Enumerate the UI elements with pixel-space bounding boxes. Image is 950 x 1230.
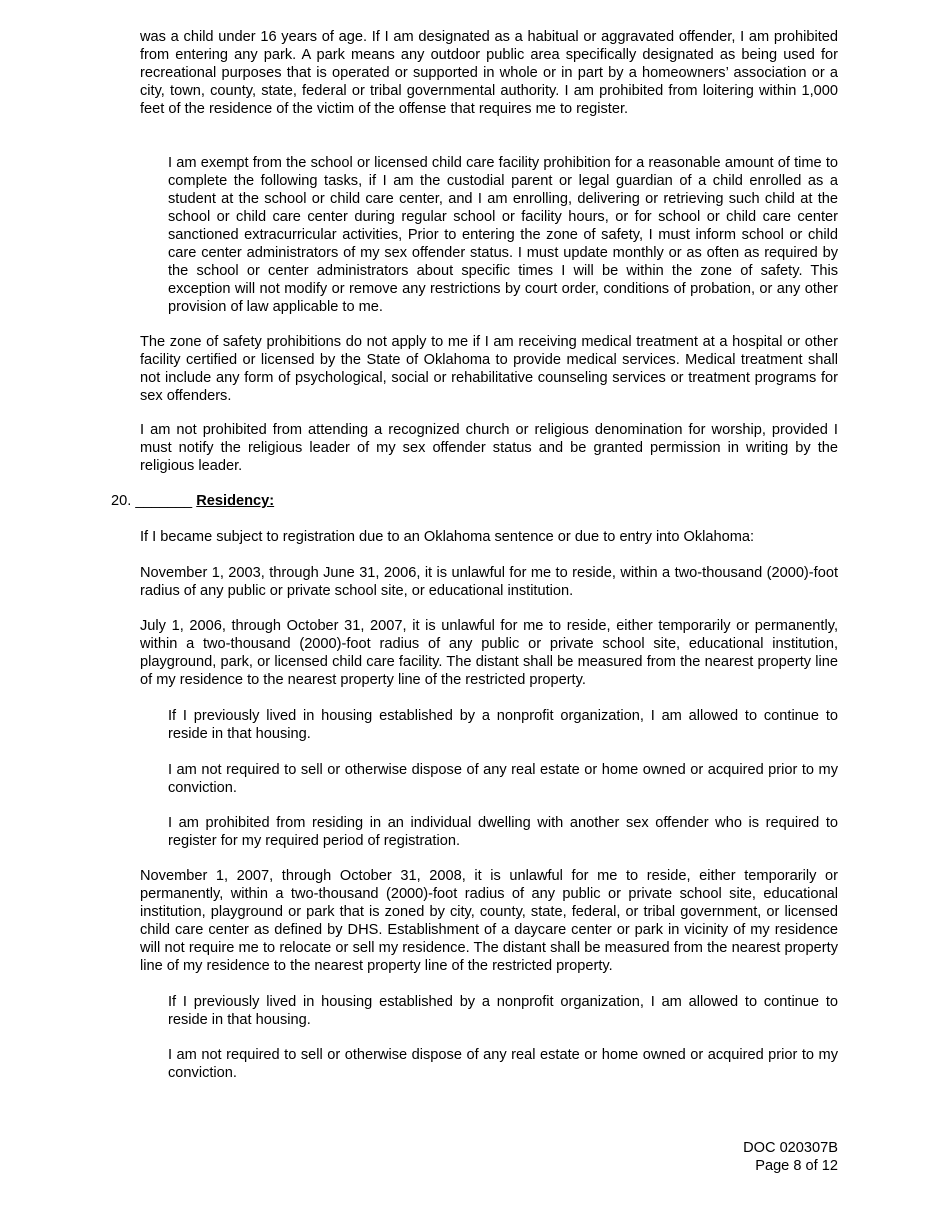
section-title: Residency: <box>196 493 275 509</box>
paragraph-park-prohibition: was a child under 16 years of age. If I am designated as a habitual or aggravated offender, I am prohibited from entering any park. A park means any outdoor public area specifically designated as being used for recreational purposes that is operated or supported in whole or in part by a homeowners’ association or a city, town, county, state, federal or tribal governmental authority. I am prohibited from loitering within 1,000 feet of the residence of the victim of the offense that requires me to register. <box>140 29 838 117</box>
paragraph-nonprofit-housing: If I previously lived in housing established by a nonprofit organization, I am allowed to continue to reside in that housing. <box>168 708 838 742</box>
paragraph-nonprofit-housing-2: If I previously lived in housing established by a nonprofit organization, I am allowed to continue to reside in that housing. <box>168 994 838 1028</box>
paragraph-church-exemption: I am not prohibited from attending a recognized church or religious denomination for worship, provided I must notify the religious leader of my sex offender status and be granted permission in writing by the religious leader. <box>140 422 838 474</box>
page-number: Page 8 of 12 <box>755 1158 838 1174</box>
paragraph-custodial-exemption: I am exempt from the school or licensed child care facility prohibition for a reasonable amount of time to complete the following tasks, if I am the custodial parent or legal guardian of a child enrolled as a student at the school or child care center, and I am enrolling, delivering or retrieving such child at the school or child care center during regular school or facility hours, or for school or child care center sanctioned extracurricular activities, Prior to entering the zone of safety, I must inform school or child care center administrators of my sex offender status. I must update monthly or as often as required by the school or center administrators about specific times I will be within the zone of safety. This exception will not modify or remove any restrictions by court order, conditions of probation, or any other provision of law applicable to me. <box>168 155 838 315</box>
paragraph-residency-2006: July 1, 2006, through October 31, 2007, it is unlawful for me to reside, either temporarily or permanently, within a two-thousand (2000)-foot radius of any public or private school site, educational institution, playground, park, or licensed child care facility. The distant shall be measured from the nearest property line of my residence to the nearest property line of the restricted property. <box>140 618 838 688</box>
paragraph-residency-2007: November 1, 2007, through October 31, 2008, it is unlawful for me to reside, either temporarily or permanently, within a two-thousand (2000)-foot radius of any public or private school site, educational institution, playground or park that is zoned by city, county, state, federal, or tribal government, or licensed child care center as defined by DHS. Establishment of a daycare center or park in vicinity of my residence will not require me to relocate or sell my residence. The distant shall be measured from the nearest property line of my residence to the nearest property line of the restricted property. <box>140 868 838 974</box>
paragraph-shared-dwelling: I am prohibited from residing in an individual dwelling with another sex offender who is required to register for my required period of registration. <box>168 815 838 849</box>
paragraph-real-estate: I am not required to sell or otherwise dispose of any real estate or home owned or acquired prior to my conviction. <box>168 762 838 796</box>
paragraph-residency-2003: November 1, 2003, through June 31, 2006, it is unlawful for me to reside, within a two-thousand (2000)-foot radius of any public or private school site, or educational institution. <box>140 565 838 599</box>
section-number: 20. <box>111 493 132 509</box>
section-20-heading <box>111 492 274 510</box>
paragraph-residency-intro: If I became subject to registration due to an Oklahoma sentence or due to entry into Oklahoma: <box>140 529 755 545</box>
paragraph-real-estate-2: I am not required to sell or otherwise dispose of any real estate or home owned or acquired prior to my conviction. <box>168 1047 838 1081</box>
initials-blank: _______ <box>135 493 193 509</box>
page-footer <box>743 1139 838 1175</box>
paragraph-medical-exemption: The zone of safety prohibitions do not apply to me if I am receiving medical treatment at a hospital or other facility certified or licensed by the State of Oklahoma to provide medical services. Medical treatment shall not include any form of psychological, social or rehabilitative counseling services or treatment programs for sex offenders. <box>140 334 838 404</box>
document-id: DOC 020307B <box>743 1140 838 1156</box>
